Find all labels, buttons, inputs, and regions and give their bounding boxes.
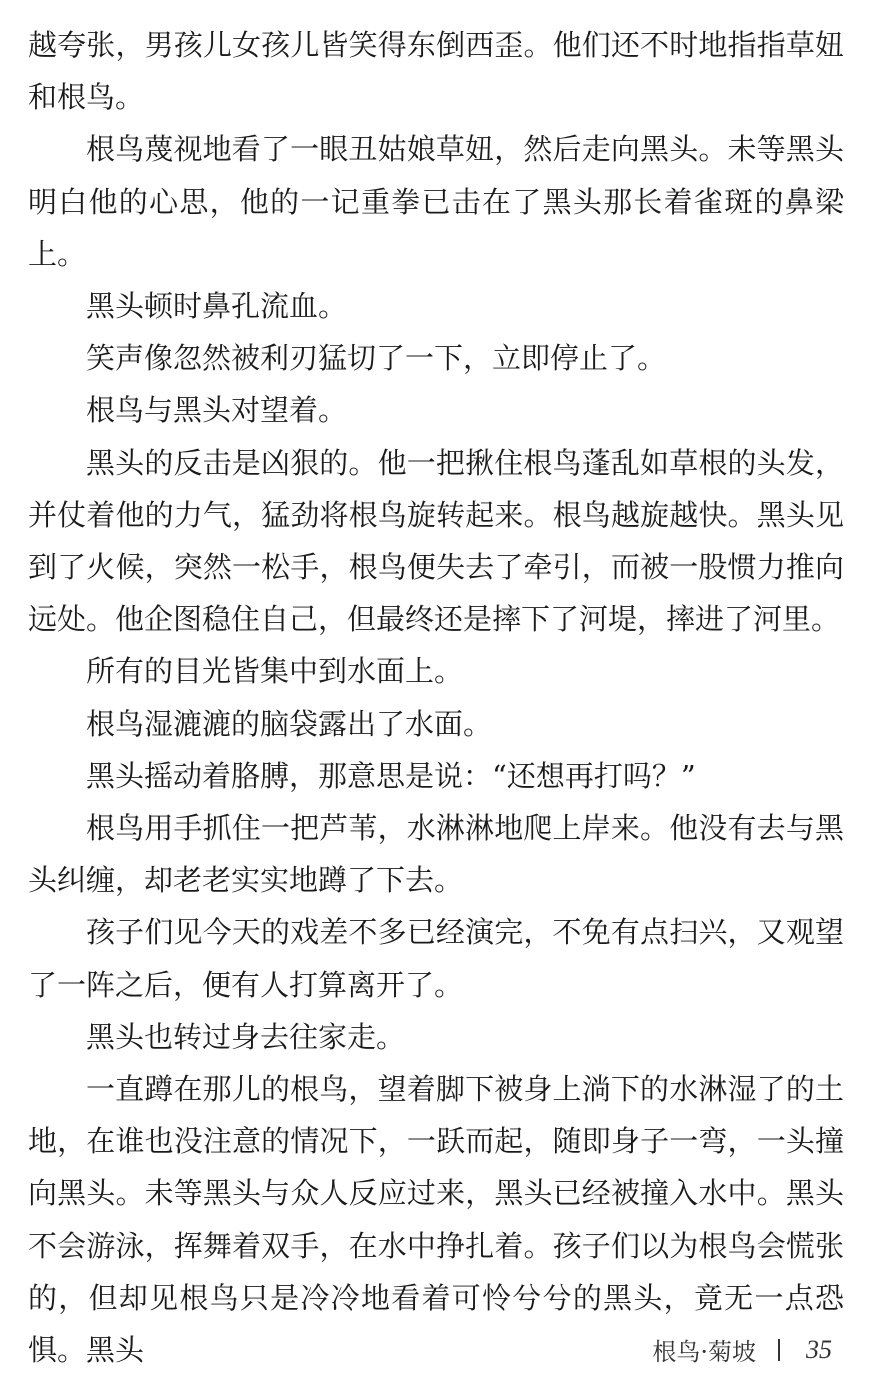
paragraph: 一直蹲在那儿的根鸟，望着脚下被身上淌下的水淋湿了的土地，在谁也没注意的情况下，一跃而起，随即身子一弯，一头撞向黑头。未等黑头与众人反应过来，黑头已经被撞入水中。黑头不会游泳，挥舞着双手，在水中挣扎着。孩子们以为根鸟会慌张的，但却见根鸟只是冷冷地看着可怜兮兮的黑头，竟无一点恐惧。黑头 [28, 1072, 844, 1368]
page-number: 35 [806, 1334, 832, 1364]
paragraph: 黑头也转过身去往家走。 [86, 1019, 406, 1054]
paragraph: 黑头摇动着胳膊，那意思是说：“还想再打吗？” [86, 758, 696, 793]
paragraph: 根鸟与黑头对望着。 [86, 393, 348, 428]
running-title: 根鸟·菊坡 [652, 1338, 756, 1366]
paragraph: 所有的目光皆集中到水面上。 [86, 654, 464, 689]
paragraph: 根鸟湿漉漉的脑袋露出了水面。 [86, 706, 493, 741]
paragraph: 根鸟蔑视地看了一眼丑姑娘草妞，然后走向黑头。未等黑头明白他的心思，他的一记重拳已击在了黑头那长着雀斑的鼻梁上。 [28, 132, 844, 271]
paragraph: 越夸张，男孩儿女孩儿皆笑得东倒西歪。他们还不时地指指草妞和根鸟。 [28, 28, 844, 115]
page-footer [652, 1332, 832, 1367]
paragraph: 笑声像忽然被利刃猛切了一下，立即停止了。 [86, 341, 667, 376]
paragraph: 黑头顿时鼻孔流血。 [86, 289, 348, 324]
footer-divider [778, 1339, 780, 1361]
paragraph: 黑头的反击是凶狠的。他一把揪住根鸟蓬乱如草根的头发，并仗着他的力气，猛劲将根鸟旋转起来。根鸟越旋越快。黑头见到了火候，突然一松手，根鸟便失去了牵引，而被一股惯力推向远处。他企图稳住自己，但最终还是摔下了河堤，摔进了河里。 [28, 445, 844, 637]
paragraph: 根鸟用手抓住一把芦苇，水淋淋地爬上岸来。他没有去与黑头纠缠，却老老实实地蹲了下去。 [28, 811, 844, 898]
paragraph: 孩子们见今天的戏差不多已经演完，不免有点扫兴，又观望了一阵之后，便有人打算离开了。 [28, 915, 844, 1002]
body-text [28, 19, 844, 1376]
